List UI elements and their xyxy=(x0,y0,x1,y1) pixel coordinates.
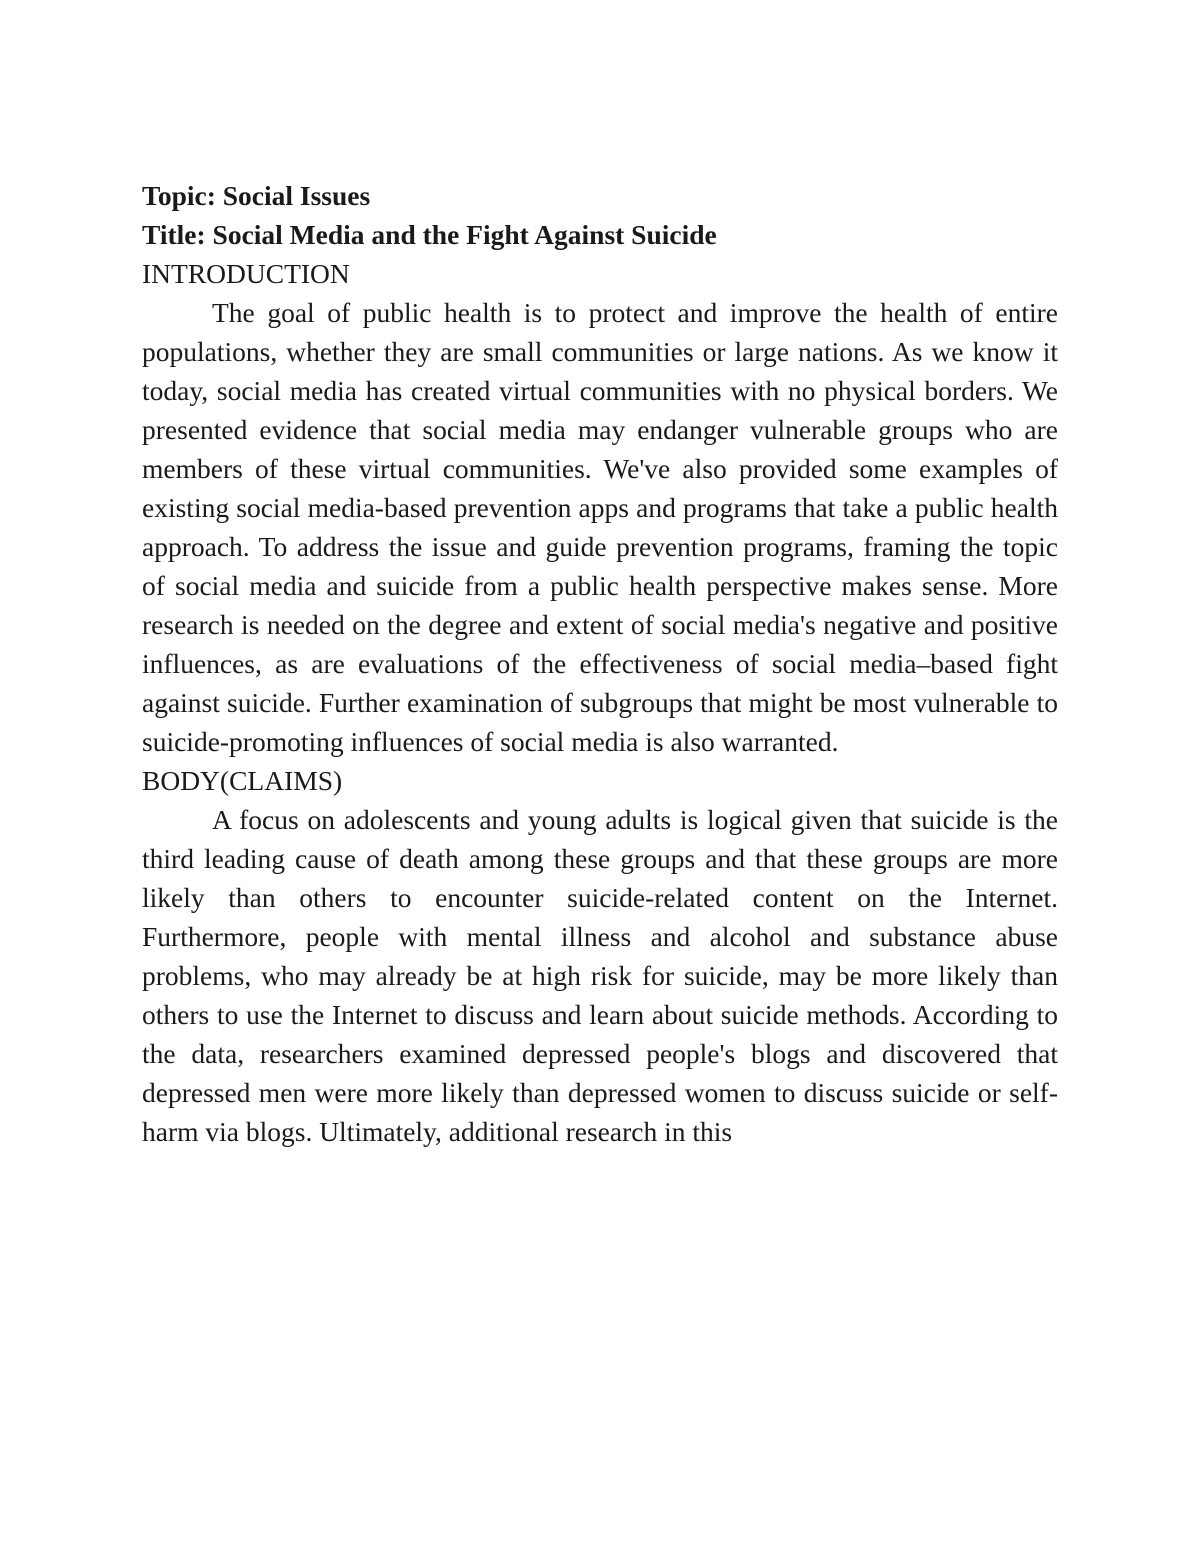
title-value: Social Media and the Fight Against Suicide xyxy=(212,219,717,250)
document-body xyxy=(142,176,1058,1151)
topic-value: Social Issues xyxy=(222,180,371,211)
topic-label: Topic: xyxy=(142,180,216,211)
body-claims-heading: BODY(CLAIMS) xyxy=(142,765,343,796)
introduction-paragraph: The goal of public health is to protect and improve the health of entire populations, whether they are small communities or large nations. As we know it today, social media has created virtual communities with no physical borders. We presented evidence that social media may endanger vulnerable groups who are members of these virtual communities. We've also provided some examples of existing social media-based prevention apps and programs that take a public health approach. To address the issue and guide prevention programs, framing the topic of social media and suicide from a public health perspective makes sense. More research is needed on the degree and extent of social media's negative and positive influences, as are evaluations of the effectiveness of social media–based fight against suicide. Further examination of subgroups that might be most vulnerable to suicide-promoting influences of social media is also warranted. xyxy=(142,297,1058,757)
topic-line xyxy=(142,176,1058,215)
title-label: Title: xyxy=(142,219,206,250)
title-line xyxy=(142,215,1058,254)
introduction-heading: INTRODUCTION xyxy=(142,258,350,289)
body-claims-paragraph: A focus on adolescents and young adults is logical given that suicide is the third leading cause of death among these groups and that these groups are more likely than others to encounter suicide-related content on the Internet. Furthermore, people with mental illness and alcohol and substance abuse problems, who may already be at high risk for suicide, may be more likely than others to use the Internet to discuss and learn about suicide methods. According to the data, researchers examined depressed people's blogs and discovered that depressed men were more likely than depressed women to discuss suicide or self-harm via blogs. Ultimately, additional research in this xyxy=(142,804,1058,1147)
